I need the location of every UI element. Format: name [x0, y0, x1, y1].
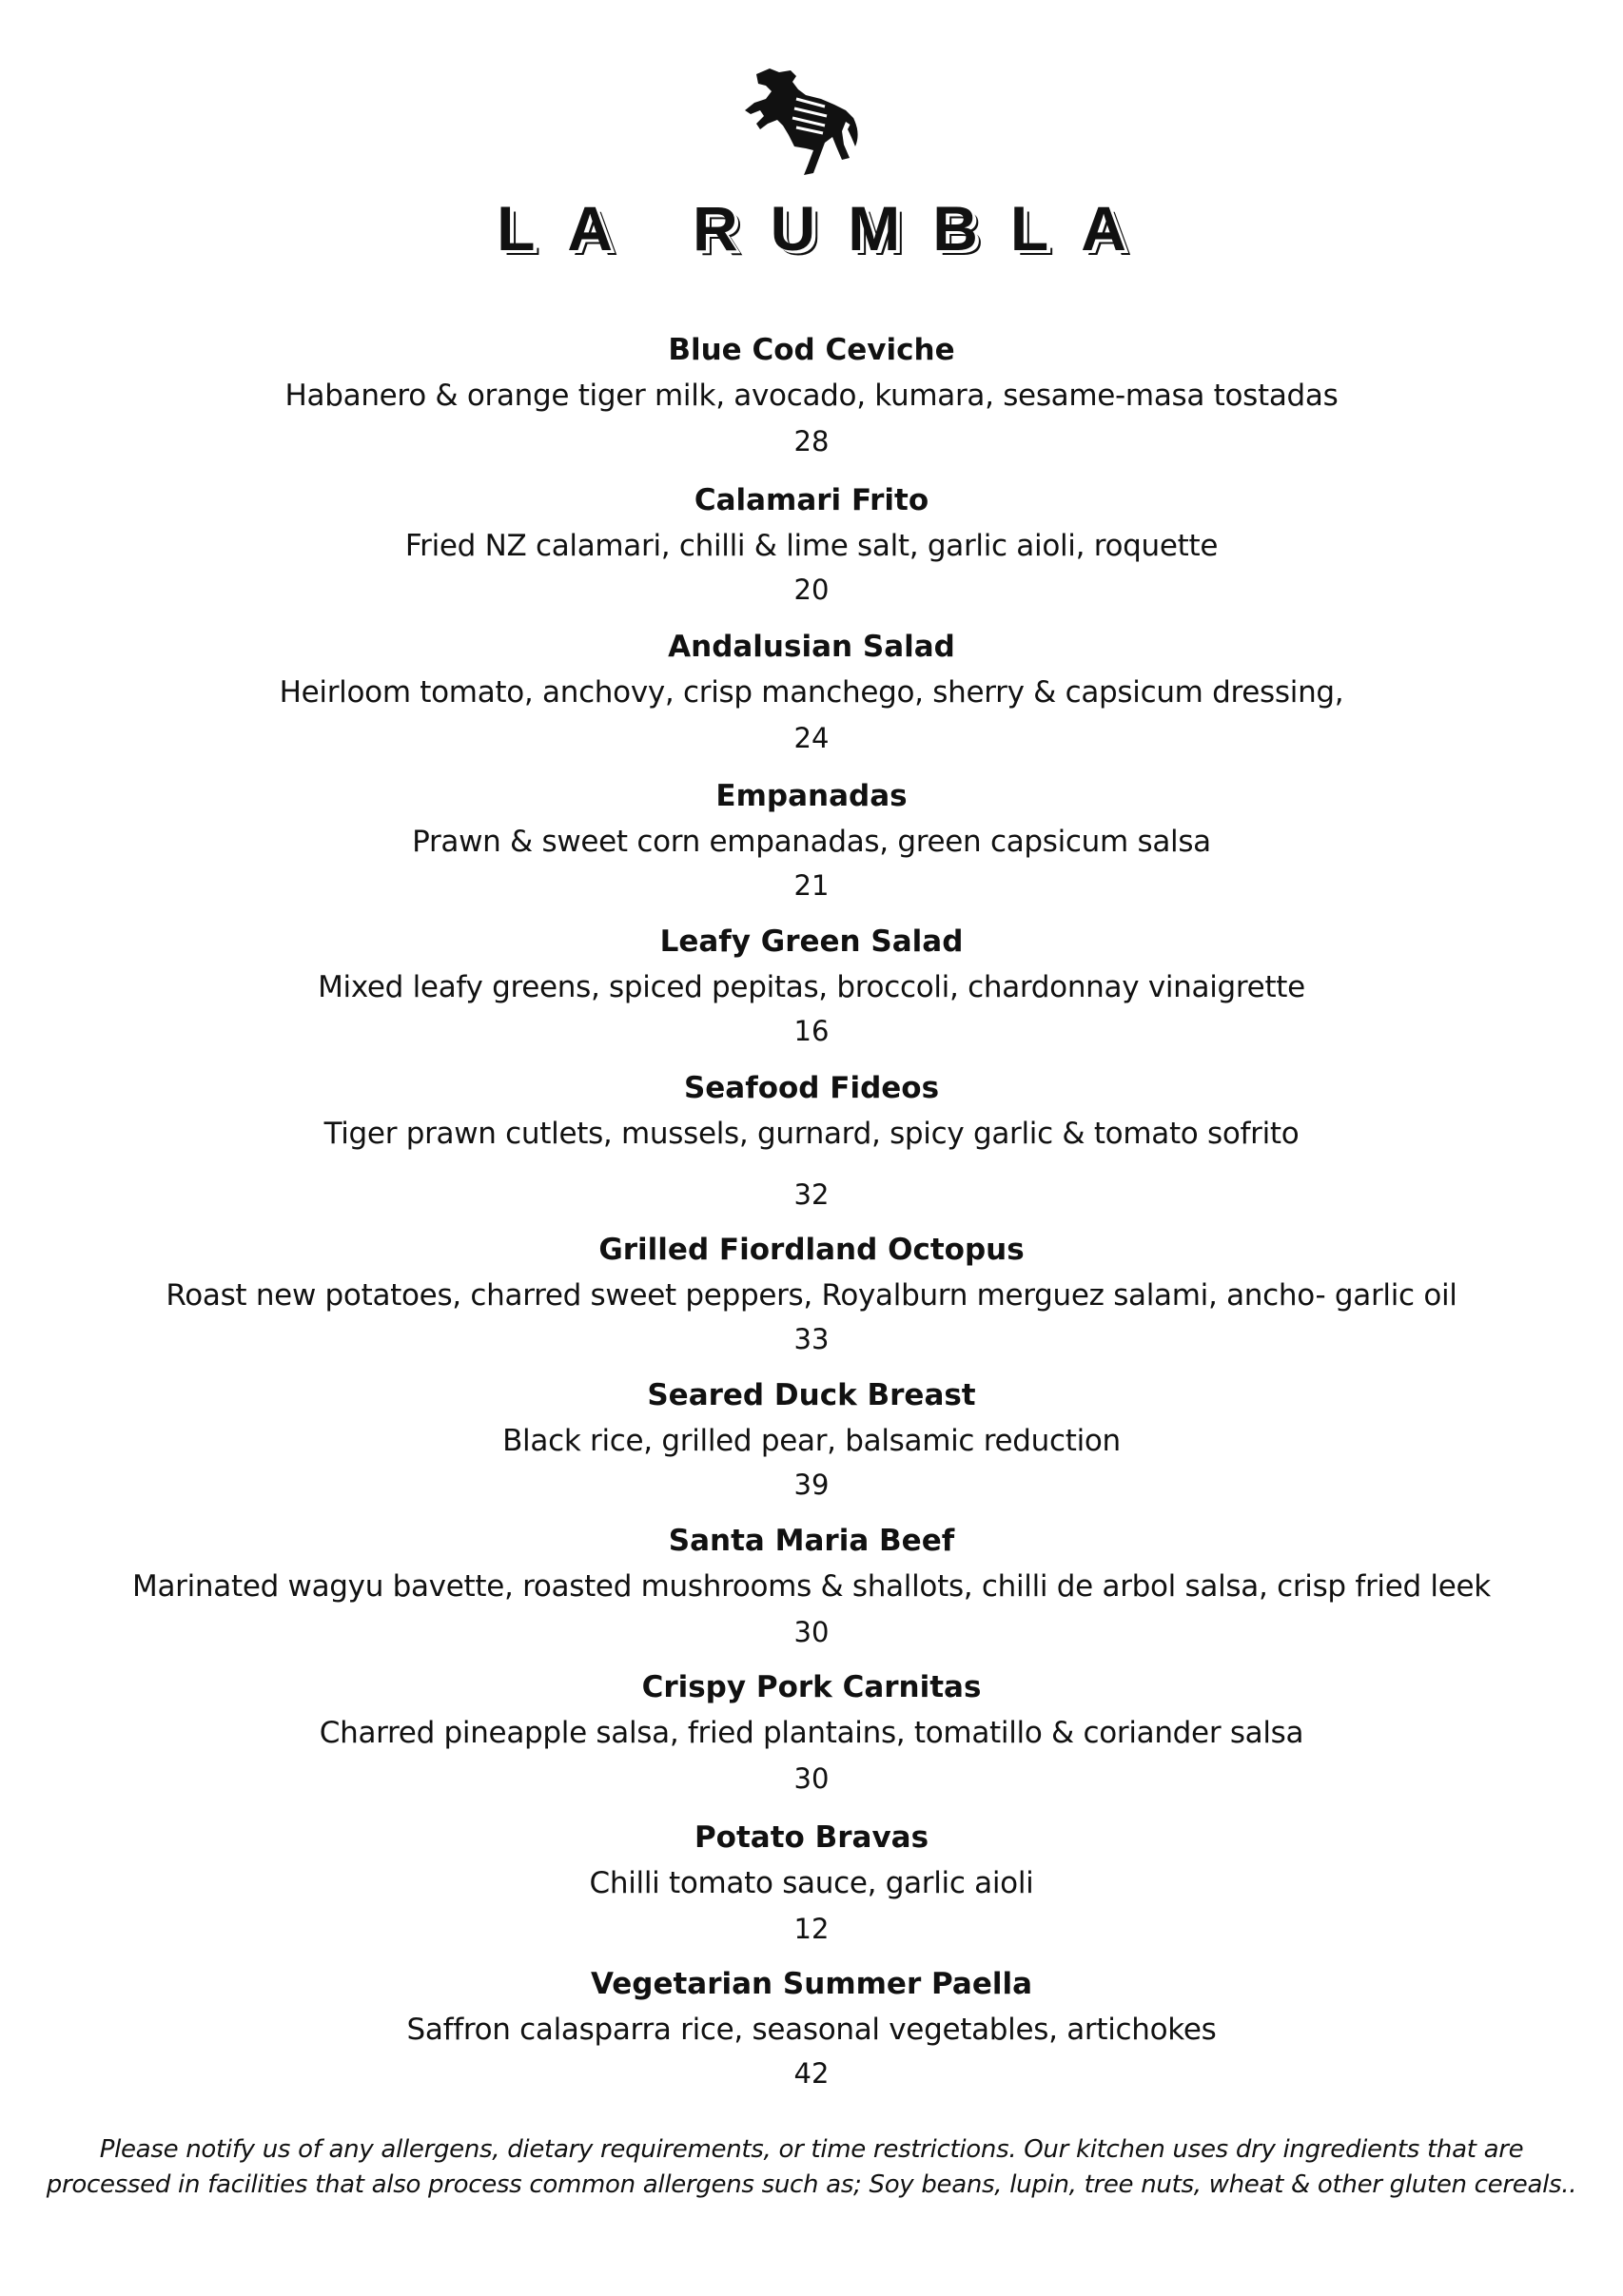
menu-item-description: Mixed leafy greens, spiced pepitas, broccoli, chardonnay vinaigrette: [318, 970, 1305, 1004]
menu-item-price: 30: [793, 1616, 830, 1648]
menu-item-description: Tiger prawn cutlets, mussels, gurnard, spicy garlic & tomato sofrito: [323, 1117, 1300, 1151]
menu-item-name: Vegetarian Summer Paella: [590, 1967, 1033, 2001]
menu-item-description: Heirloom tomato, anchovy, crisp manchego, sherry & capsicum dressing,: [279, 675, 1344, 710]
restaurant-name: LA RUMBLA: [497, 193, 1159, 263]
menu-item-description: Fried NZ calamari, chilli & lime salt, garlic aioli, roquette: [404, 529, 1219, 563]
menu-item-name: Seared Duck Breast: [647, 1378, 976, 1412]
menu-item-name: Calamari Frito: [694, 483, 929, 517]
menu-item-description: Habanero & orange tiger milk, avocado, kumara, sesame-masa tostadas: [284, 379, 1339, 413]
menu-item-price: 32: [793, 1178, 830, 1211]
menu-item-description: Prawn & sweet corn empanadas, green capsicum salsa: [412, 825, 1211, 859]
menu-item-name: Potato Bravas: [694, 1820, 929, 1855]
menu-item-name: Blue Cod Ceviche: [668, 333, 955, 367]
menu-item-description: Roast new potatoes, charred sweet peppers, Royalburn merguez salami, ancho- garlic oil: [166, 1278, 1457, 1313]
menu-item-price: 39: [793, 1469, 830, 1501]
menu-item-description: Chilli tomato sauce, garlic aioli: [589, 1866, 1034, 1900]
horse-logo-icon: [737, 67, 861, 179]
menu-item-description: Saffron calasparra rice, seasonal vegetables, artichokes: [406, 2013, 1217, 2047]
menu-item-name: Grilled Fiordland Octopus: [598, 1233, 1025, 1267]
menu-item-description: Charred pineapple salsa, fried plantains, tomatillo & coriander salsa: [319, 1716, 1304, 1750]
menu-item-price: 33: [793, 1323, 830, 1355]
menu-item-price: 12: [793, 1913, 830, 1945]
menu-item-price: 20: [793, 574, 830, 606]
menu-item-name: Crispy Pork Carnitas: [641, 1670, 982, 1704]
menu-item-price: 30: [793, 1762, 830, 1795]
menu-item-name: Empanadas: [715, 779, 908, 813]
allergen-notice: [0, 2132, 1623, 2203]
menu-item-name: Santa Maria Beef: [668, 1524, 955, 1558]
allergen-notice-line-1: Please notify us of any allergens, dietary requirements, or time restrictions. Our kitchen uses dry ingredients that are: [99, 2135, 1524, 2164]
menu-item-price: 16: [793, 1015, 830, 1047]
menu-item-price: 24: [793, 722, 830, 754]
menu-item-description: Marinated wagyu bavette, roasted mushrooms & shallots, chilli de arbol salsa, crisp fried leek: [132, 1569, 1491, 1604]
menu-item-name: Leafy Green Salad: [659, 924, 964, 959]
menu-item-price: 21: [793, 869, 830, 902]
menu-item-name: Andalusian Salad: [668, 630, 955, 664]
menu-item-price: 42: [793, 2057, 830, 2090]
menu-item-name: Seafood Fideos: [683, 1071, 940, 1105]
menu-item-price: 28: [793, 425, 830, 457]
menu-item-description: Black rice, grilled pear, balsamic reduction: [502, 1424, 1121, 1458]
allergen-notice-line-2: processed in facilities that also process common allergens such as; Soy beans, lupin, tree nuts, wheat & other gluten cereals..: [46, 2170, 1577, 2199]
